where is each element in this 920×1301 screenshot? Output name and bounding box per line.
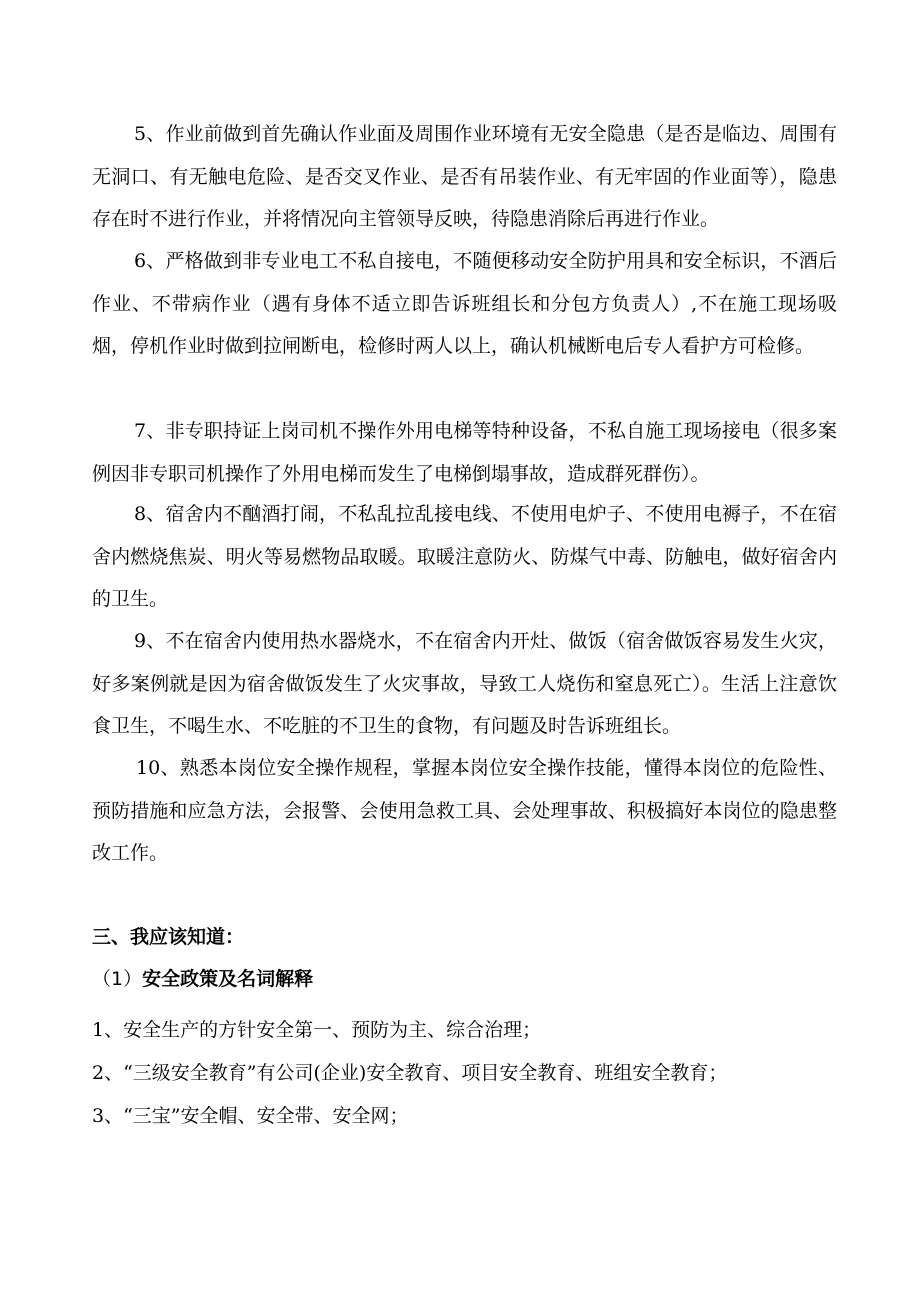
paragraph-item-6: 6、严格做到非专业电工不私自接电，不随便移动安全防护用具和安全标识，不酒后作业、不带病作业（遇有身体不适立即告诉班组长和分包方负责人）,不在施工现场吸烟，停机作业时做到拉闸断电，检修时两人以上，确认机械断电后专人看护方可检修。 xyxy=(92,250,837,357)
paragraph-item-5: 5、作业前做到首先确认作业面及周围作业环境有无安全隐患（是否是临边、周围有无洞口、有无触电危险、是否交叉作业、是否有吊装作业、有无牢固的作业面等），隐患存在时不进行作业，并将情况向主管领导反映，待隐患消除后再进行作业。 xyxy=(92,123,837,230)
section-heading: 三、我应该知道： xyxy=(92,926,245,948)
paragraph-item-8: 8、宿舍内不酗酒打闹，不私乱拉乱接电线、不使用电炉子、不使用电褥子，不在宿舍内燃烧焦炭、明火等易燃物品取暖。取暖注意防火、防煤气中毒、防触电，做好宿舍内的卫生。 xyxy=(92,503,837,610)
paragraph-item-9: 9、不在宿舍内使用热水器烧水，不在宿舍内开灶、做饭（宿舍做饭容易发生火灾，好多案例就是因为宿舍做饭发生了火灾事故，导致工人烧伤和窒息死亡）。生活上注意饮食卫生，不喝生水、不吃脏的不卫生的食物，有问题及时告诉班组长。 xyxy=(92,630,837,737)
list-item: 1、安全生产的方针安全第一、预防为主、综合治理； xyxy=(92,1019,542,1041)
subsection-title: 安全政策及名词解释 xyxy=(142,968,314,990)
subsection-heading xyxy=(92,964,313,994)
subsection-number: （1） xyxy=(92,968,143,990)
list-item: 3、“三宝”安全帽、安全带、安全网； xyxy=(92,1105,409,1127)
paragraph-item-10: 10、熟悉本岗位安全操作规程，掌握本岗位安全操作技能，懂得本岗位的危险性、预防措施和应急方法，会报警、会使用急救工具、会处理事故、积极搞好本岗位的隐患整改工作。 xyxy=(92,757,837,864)
list-item: 2、“三级安全教育”有公司(企业)安全教育、项目安全教育、班组安全教育； xyxy=(92,1062,728,1084)
paragraph-item-7: 7、非专职持证上岗司机不操作外用电梯等特种设备，不私自施工现场接电（很多案例因非专职司机操作了外用电梯而发生了电梯倒塌事故，造成群死群伤）。 xyxy=(92,420,837,485)
